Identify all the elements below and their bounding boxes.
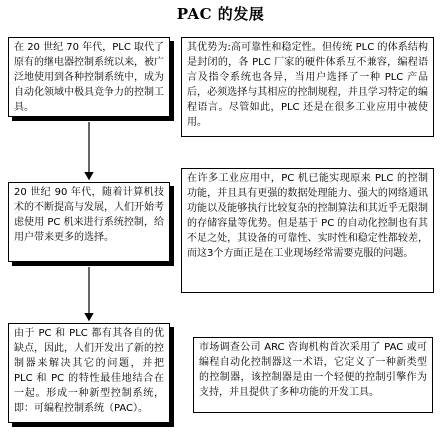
page-title: PAC 的发展	[176, 5, 265, 23]
box-plc-1970s-text: 在 20 世纪 70 年代，PLC 取代了原有的继电器控制系统以来，被广泛地使用到各种控制系统中，成为自动化领域中极具竞争力的控制工具。	[14, 42, 164, 113]
box-pc-1990s-text: 20 世纪 90 年代，随着计算机技术的不断提高与发展，人们开始考虑使用 PC 机来进行系统控制，给用户带来更多的选择。	[14, 187, 164, 243]
box-arc-definition-text: 市场调查公司 ARC 咨询机构首次采用了 PAC 或可编程自动化控制器这一术语，它定义了一种新类型的控制器，该控制器是由一个轻便的控制引擎作为支持，并且提供了多种功能的开发工具。	[199, 342, 427, 398]
box-pac-origin-text: 由于 PC 和 PLC 都有其各自的优缺点，因此，人们开发出了新的控制器来解决其它的问题，并把 PLC 和 PC 的特性最佳地结合在一起。形成一种新型控制系统，即：可编程控制系统（PAC）。	[14, 328, 164, 414]
box-pc-control-text: 在许多工业应用中，PC 机已能实现原来 PLC 的控制功能，并且具有更强的数据处理能力、强大的网络通讯功能以及能够执行比较复杂的控制算法和其近乎无限制的存储容量等优势。但是基于 PC 的自动化控制也有其不足之处，其设备的可靠性、实时性和稳定性都较差，而这3个方面正是在工业现场经常需要克服的问题。	[187, 173, 428, 259]
box-plc-advantages-text: 其优势为:高可靠性和稳定性。但传统 PLC 的体系结构是封闭的，各 PLC 厂家的硬件体系互不兼容，编程语言及指令系统也各异，当用户选择了一种 PLC 产品后，必须选择与其相应的控制规程，并且学习特定的编程语言。尽管如此，PLC 还是在很多工业应用中被使用。	[187, 42, 428, 128]
